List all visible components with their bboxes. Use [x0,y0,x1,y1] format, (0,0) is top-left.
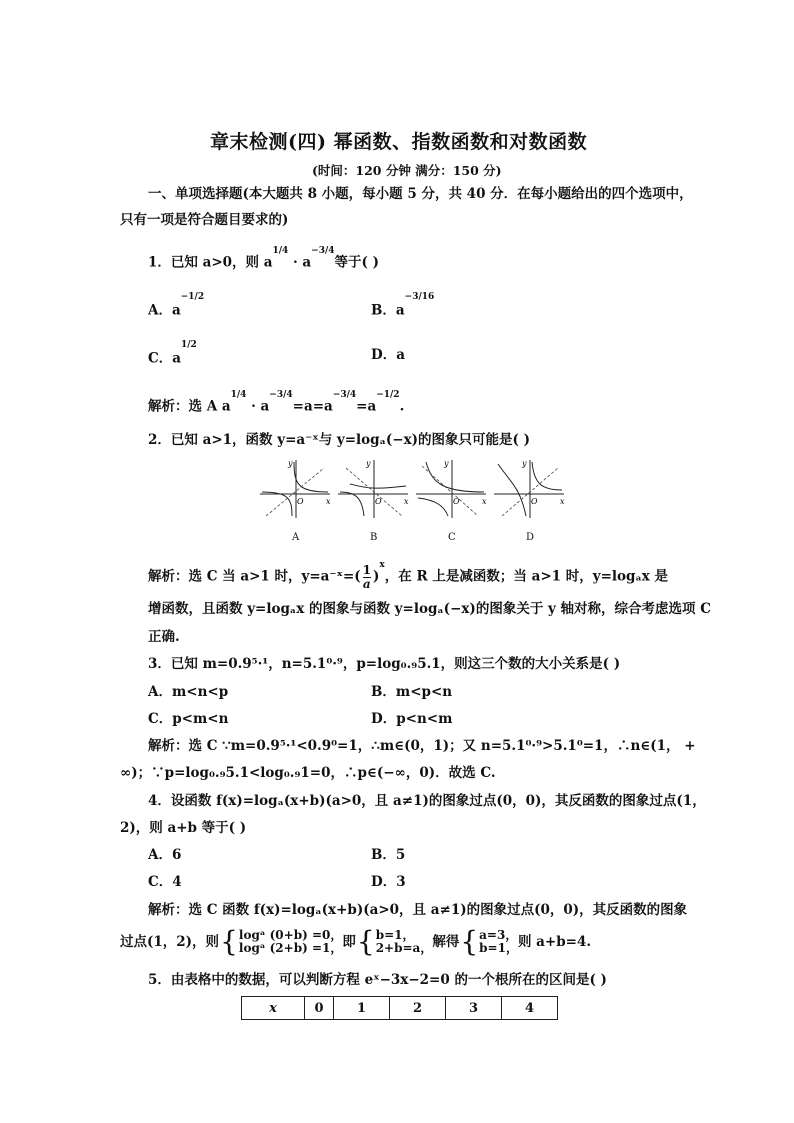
question-3-answer-line2: ∞)；∵p=log₀.₉5.1<log₀.₉1=0，∴p∈(−∞，0)．故选 C. [120,765,496,781]
graph-a [258,458,334,520]
question-2-stem: 2．已知 a>1，函数 y=a⁻ˣ与 y=logₐ(−x)的图象只可能是( ) [148,432,531,448]
graph-label-a: A [292,532,300,543]
question-3-stem: 3．已知 m=0.9⁵·¹，n=5.1⁰·⁹，p=log₀.₉5.1，则这三个数的大小关系是( ) [148,656,621,672]
question-5-table [241,996,558,1020]
question-4-option-c: C．4 [148,874,182,890]
question-1-option-b: B．$a^{-3/16}$ [371,292,435,319]
question-3-option-a: A．m<n<p [148,684,229,700]
graph-label-d: D [526,532,535,543]
table-cell: 0 [305,997,334,1020]
question-3-option-b: B．m<p<n [371,684,453,700]
section-heading-line2: 只有一项是符合题目要求的) [120,212,289,228]
question-4-stem-line1: 4．设函数 f(x)=logₐ(x+b)(a>0，且 a≠1)的图象过点(0，0)，其反函数的图象过点(1， [148,793,706,809]
question-3-answer-line1: 解析：选 C ∵m=0.9⁵·¹<0.9⁰=1，∴m∈(0，1)；又 n=5.1⁰·⁹>5.1⁰=1，∴n∈(1， + [148,738,696,754]
question-1-option-a: A．$a^{-1/2}$ [148,292,205,319]
question-2-answer-line2: 增函数，且函数 y=logₐx 的图象与函数 y=logₐ(−x)的图象关于 y 轴对称，综合考虑选项 C [148,601,712,617]
table-cell: 1 [334,997,390,1020]
svg-text:y: y [366,459,371,468]
question-2-graph-options [256,458,576,548]
table-row [242,997,558,1020]
question-4-option-d: D．3 [371,874,406,890]
question-5-stem: 5．由表格中的数据，可以判断方程 eˣ−3x−2=0 的一个根所在的区间是( ) [148,972,607,988]
svg-text:x: x [560,497,565,506]
svg-text:x: x [482,497,487,506]
question-1-option-d: D．a [371,347,405,363]
svg-text:O: O [375,497,382,506]
section-heading-line1: 一、单项选择题(本大题共 8 小题，每小题 5 分，共 40 分．在每小题给出的四个选项中， [148,186,693,202]
svg-text:y: y [288,459,293,468]
table-cell: 3 [446,997,502,1020]
table-cell: 2 [390,997,446,1020]
page-title: 章末检测(四) 幂函数、指数函数和对数函数 [210,131,588,153]
graph-label-b: B [370,532,378,543]
table-cell: 4 [502,997,558,1020]
graph-label-c: C [448,532,456,543]
question-4-answer-line2: 过点(1，2)，则 { logᵃ (0+b) =0， logᵃ (2+b) =1， 即 { b=1， 2+b=a， 解得 { a=3， b=1， 则 a+b=4. [120,925,592,958]
question-3-option-d: D．p<n<m [371,711,453,727]
svg-text:O: O [531,497,538,506]
question-4-stem-line2: 2)，则 a+b 等于( ) [120,820,247,836]
question-4-option-a: A．6 [148,847,182,863]
svg-text:O: O [453,497,460,506]
svg-text:x: x [326,497,331,506]
question-3-option-c: C．p<m<n [148,711,229,727]
question-1-answer: 解析：选 A $a^{1/4} \cdot a^{-3/4}=a=a^{-3/4}=a^{-1/2}$. [148,390,405,415]
question-4-answer-line1: 解析：选 C 函数 f(x)=logₐ(x+b)(a>0，且 a≠1)的图象过点(0，0)，其反函数的图象 [148,902,688,918]
graph-b [336,458,412,520]
question-2-answer-line1: 解析：选 C 当 a>1 时，y=a⁻ˣ=( $\frac{1}{a}$ )$^x$，在 R 上是减函数；当 a>1 时，y=logₐx 是 [148,560,669,591]
question-4-option-b: B．5 [371,847,406,863]
graph-d [492,458,568,520]
svg-text:x: x [404,497,409,506]
page-subtitle: (时间：120 分钟 满分：150 分) [312,163,502,178]
graph-c [414,458,490,520]
question-1-option-c: C．$a^{1/2}$ [148,340,197,367]
table-cell: x [242,997,305,1020]
svg-text:y: y [522,459,527,468]
svg-text:O: O [297,497,304,506]
question-1-stem: 1．已知 a>0，则 $a^{1/4} \cdot a^{-3/4}$等于( ) [148,246,380,271]
question-2-answer-line3: 正确. [148,629,180,645]
svg-text:y: y [444,459,449,468]
